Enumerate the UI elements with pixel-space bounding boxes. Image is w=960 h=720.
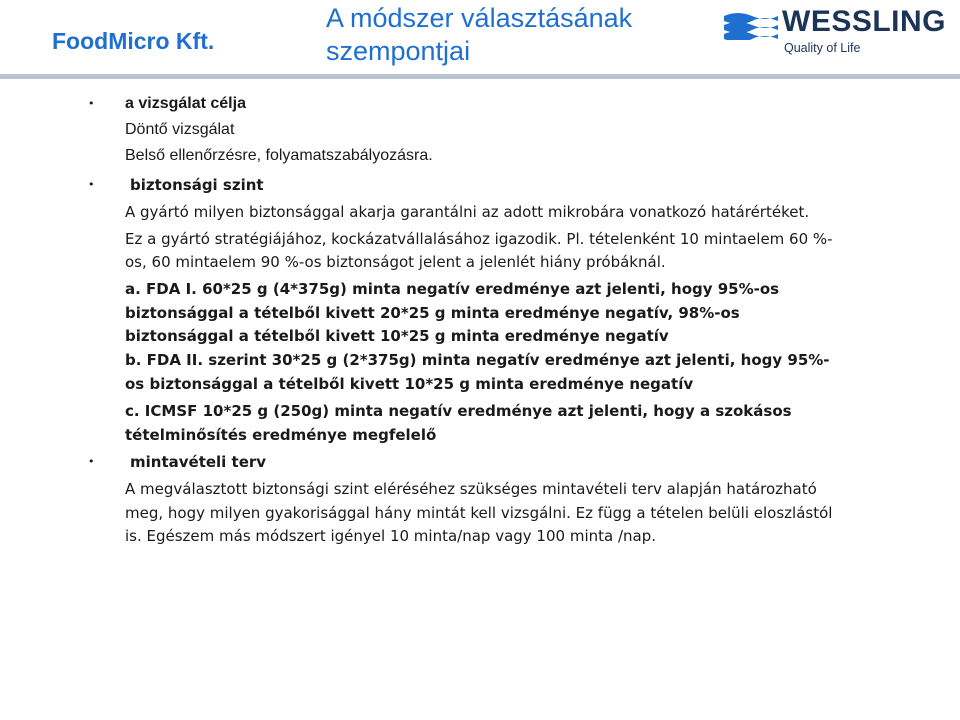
text-line: os, 60 mintaelem 90 %-os biztonságot jelent a jelenlét hiány próbáknál. xyxy=(125,253,666,271)
header-divider xyxy=(0,74,960,79)
logo-wordmark: WESSLING xyxy=(782,5,947,38)
text-line: Döntő vizsgálat xyxy=(125,121,235,138)
text-line: A megválasztott biztonsági szint eléréséhez szükséges mintavételi terv alapján határozható xyxy=(125,480,817,498)
text-line: is. Egészem más módszert igényel 10 minta/nap vagy 100 minta /nap. xyxy=(125,527,656,545)
slide-title-line-2: szempontjai xyxy=(326,36,471,66)
bullet-icon: • xyxy=(88,178,95,191)
fda-i-line-2: biztonsággal a tételből kivett 20*25 g minta eredménye negatív, 98%-os xyxy=(125,304,740,322)
icmsf-line-2: tételminősítés eredménye megfelelő xyxy=(125,426,437,444)
section-heading-purpose: a vizsgálat célja xyxy=(125,95,246,112)
fda-i-line-1: a. FDA I. 60*25 g (4*375g) minta negatív eredménye azt jelenti, hogy 95%-os xyxy=(125,280,780,298)
text-line: meg, hogy milyen gyakorisággal hány mintát kell vizsgálni. Ez függ a tételen belüli eloszlástól xyxy=(125,504,833,522)
section-heading-safety: biztonsági szint xyxy=(130,176,264,194)
text-line: Ez a gyártó stratégiájához, kockázatvállalásához igazodik. Pl. tételenként 10 mintaelem 60 %- xyxy=(125,230,833,248)
fda-ii-line-2: os biztonsággal a tételből kivett 10*25 g minta eredménye negatív xyxy=(125,375,694,393)
wessling-wave-icon xyxy=(722,10,780,40)
wessling-logo xyxy=(722,5,952,58)
text-line: Belső ellenőrzésre, folyamatszabályozásra. xyxy=(125,147,433,164)
fda-ii-line-1: b. FDA II. szerint 30*25 g (2*375g) minta negatív eredménye azt jelenti, hogy 95%- xyxy=(125,351,830,369)
slide-title-line-1: A módszer választásának xyxy=(326,3,633,33)
bullet-icon: • xyxy=(88,97,95,110)
text-line: A gyártó milyen biztonsággal akarja garantálni az adott mikrobára vonatkozó határértéket. xyxy=(125,203,810,221)
company-name: FoodMicro Kft. xyxy=(52,28,215,54)
fda-i-line-3: biztonsággal a tételből kivett 10*25 g minta eredménye negatív xyxy=(125,327,669,345)
section-heading-sampling: mintavételi terv xyxy=(130,453,267,471)
slide-header xyxy=(0,0,960,74)
bullet-icon: • xyxy=(88,455,95,468)
logo-tagline: Quality of Life xyxy=(784,41,861,55)
icmsf-line-1: c. ICMSF 10*25 g (250g) minta negatív eredménye azt jelenti, hogy a szokásos xyxy=(125,402,792,420)
slide-title xyxy=(326,2,706,68)
